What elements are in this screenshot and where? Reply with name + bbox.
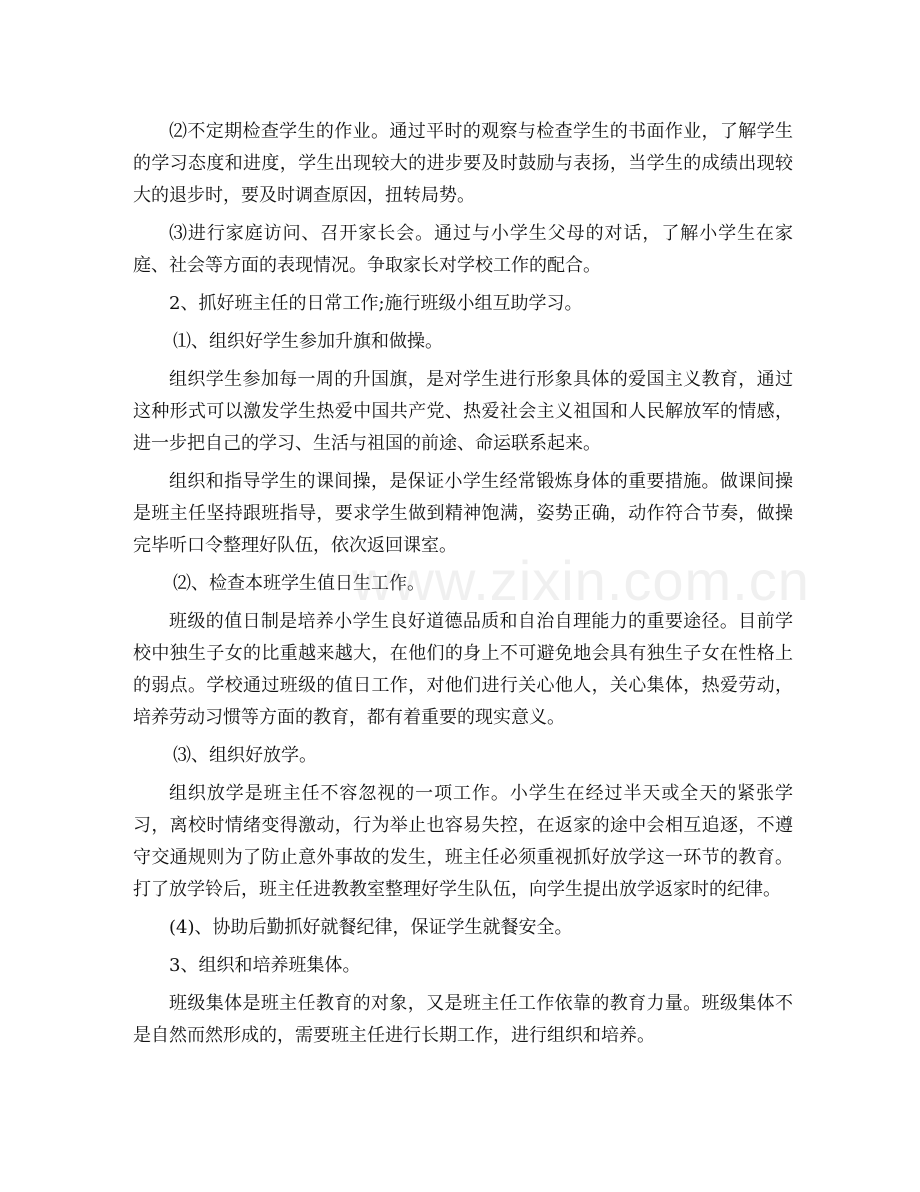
paragraph-flag-raising: 组织学生参加每一周的升国旗，是对学生进行形象具体的爱国主义教育，通过这种形式可以激发学生热爱中国共产党、热爱社会主义祖国和人民解放军的情感，进一步把自己的学习、生活与祖国的前途、命运联系起来。 xyxy=(133,369,793,454)
paragraph-home-visit: ⑶进行家庭访问、召开家长会。通过与小学生父母的对话，了解小学生在家庭、社会等方面的表现情况。争取家长对学校工作的配合。 xyxy=(133,223,793,276)
paragraph-dismissal: 组织放学是班主任不容忽视的一项工作。小学生在经过半天或全天的紧张学习，离校时情绪变得激动，行为举止也容易失控，在返家的途中会相互追逐，不遵守交通规则为了防止意外事故的发生，班主任必须重视抓好放学这一环节的教育。打了放学铃后，班主任进教教室整理好学生队伍，向学生提出放学返家时的纪律。 xyxy=(133,783,793,900)
paragraph-homework-check: ⑵不定期检查学生的作业。通过平时的观察与检查学生的书面作业，了解学生的学习态度和进度，学生出现较大的进步要及时鼓励与表扬，当学生的成绩出现较大的退步时，要及时调查原因，扭转局势。 xyxy=(133,121,793,206)
paragraph-exercise: 组织和指导学生的课间操，是保证小学生经常锻炼身体的重要措施。做课间操是班主任坚持跟班指导，要求学生做到精神饱满，姿势正确，动作符合节奏，做操完毕听口令整理好队伍，依次返回课室。 xyxy=(133,471,793,556)
heading-class-collective: 3、组织和培养班集体。 xyxy=(169,955,361,976)
document-body xyxy=(133,116,793,1058)
paragraph-class-collective: 班级集体是班主任教育的对象，又是班主任工作依靠的教育力量。班级集体不是自然而然形成的，需要班主任进行长期工作，进行组织和培养。 xyxy=(133,993,793,1046)
paragraph-duty-system: 班级的值日制是培养小学生良好道德品质和自治自理能力的重要途径。目前学校中独生子女的比重越来越大，在他们的身上不可避免地会具有独生子女在性格上的弱点。学校通过班级的值日工作，对他们进行关心他人，关心集体，热爱劳动，培养劳动习惯等方面的教育，都有着重要的现实意义。 xyxy=(133,611,793,728)
heading-daily-work: 2、抓好班主任的日常工作;施行班级小组互助学习。 xyxy=(169,293,583,314)
watermark-text: www.zixin.com.cn xyxy=(352,549,810,612)
subheading-flag-exercise: ⑴、组织好学生参加升旗和做操。 xyxy=(173,331,443,352)
subheading-dining: (4)、协助后勤抓好就餐纪律，保证学生就餐安全。 xyxy=(169,917,573,938)
subheading-dismissal: ⑶、组织好放学。 xyxy=(173,745,317,766)
subheading-duty-check: ⑵、检查本班学生值日生工作。 xyxy=(173,573,425,594)
